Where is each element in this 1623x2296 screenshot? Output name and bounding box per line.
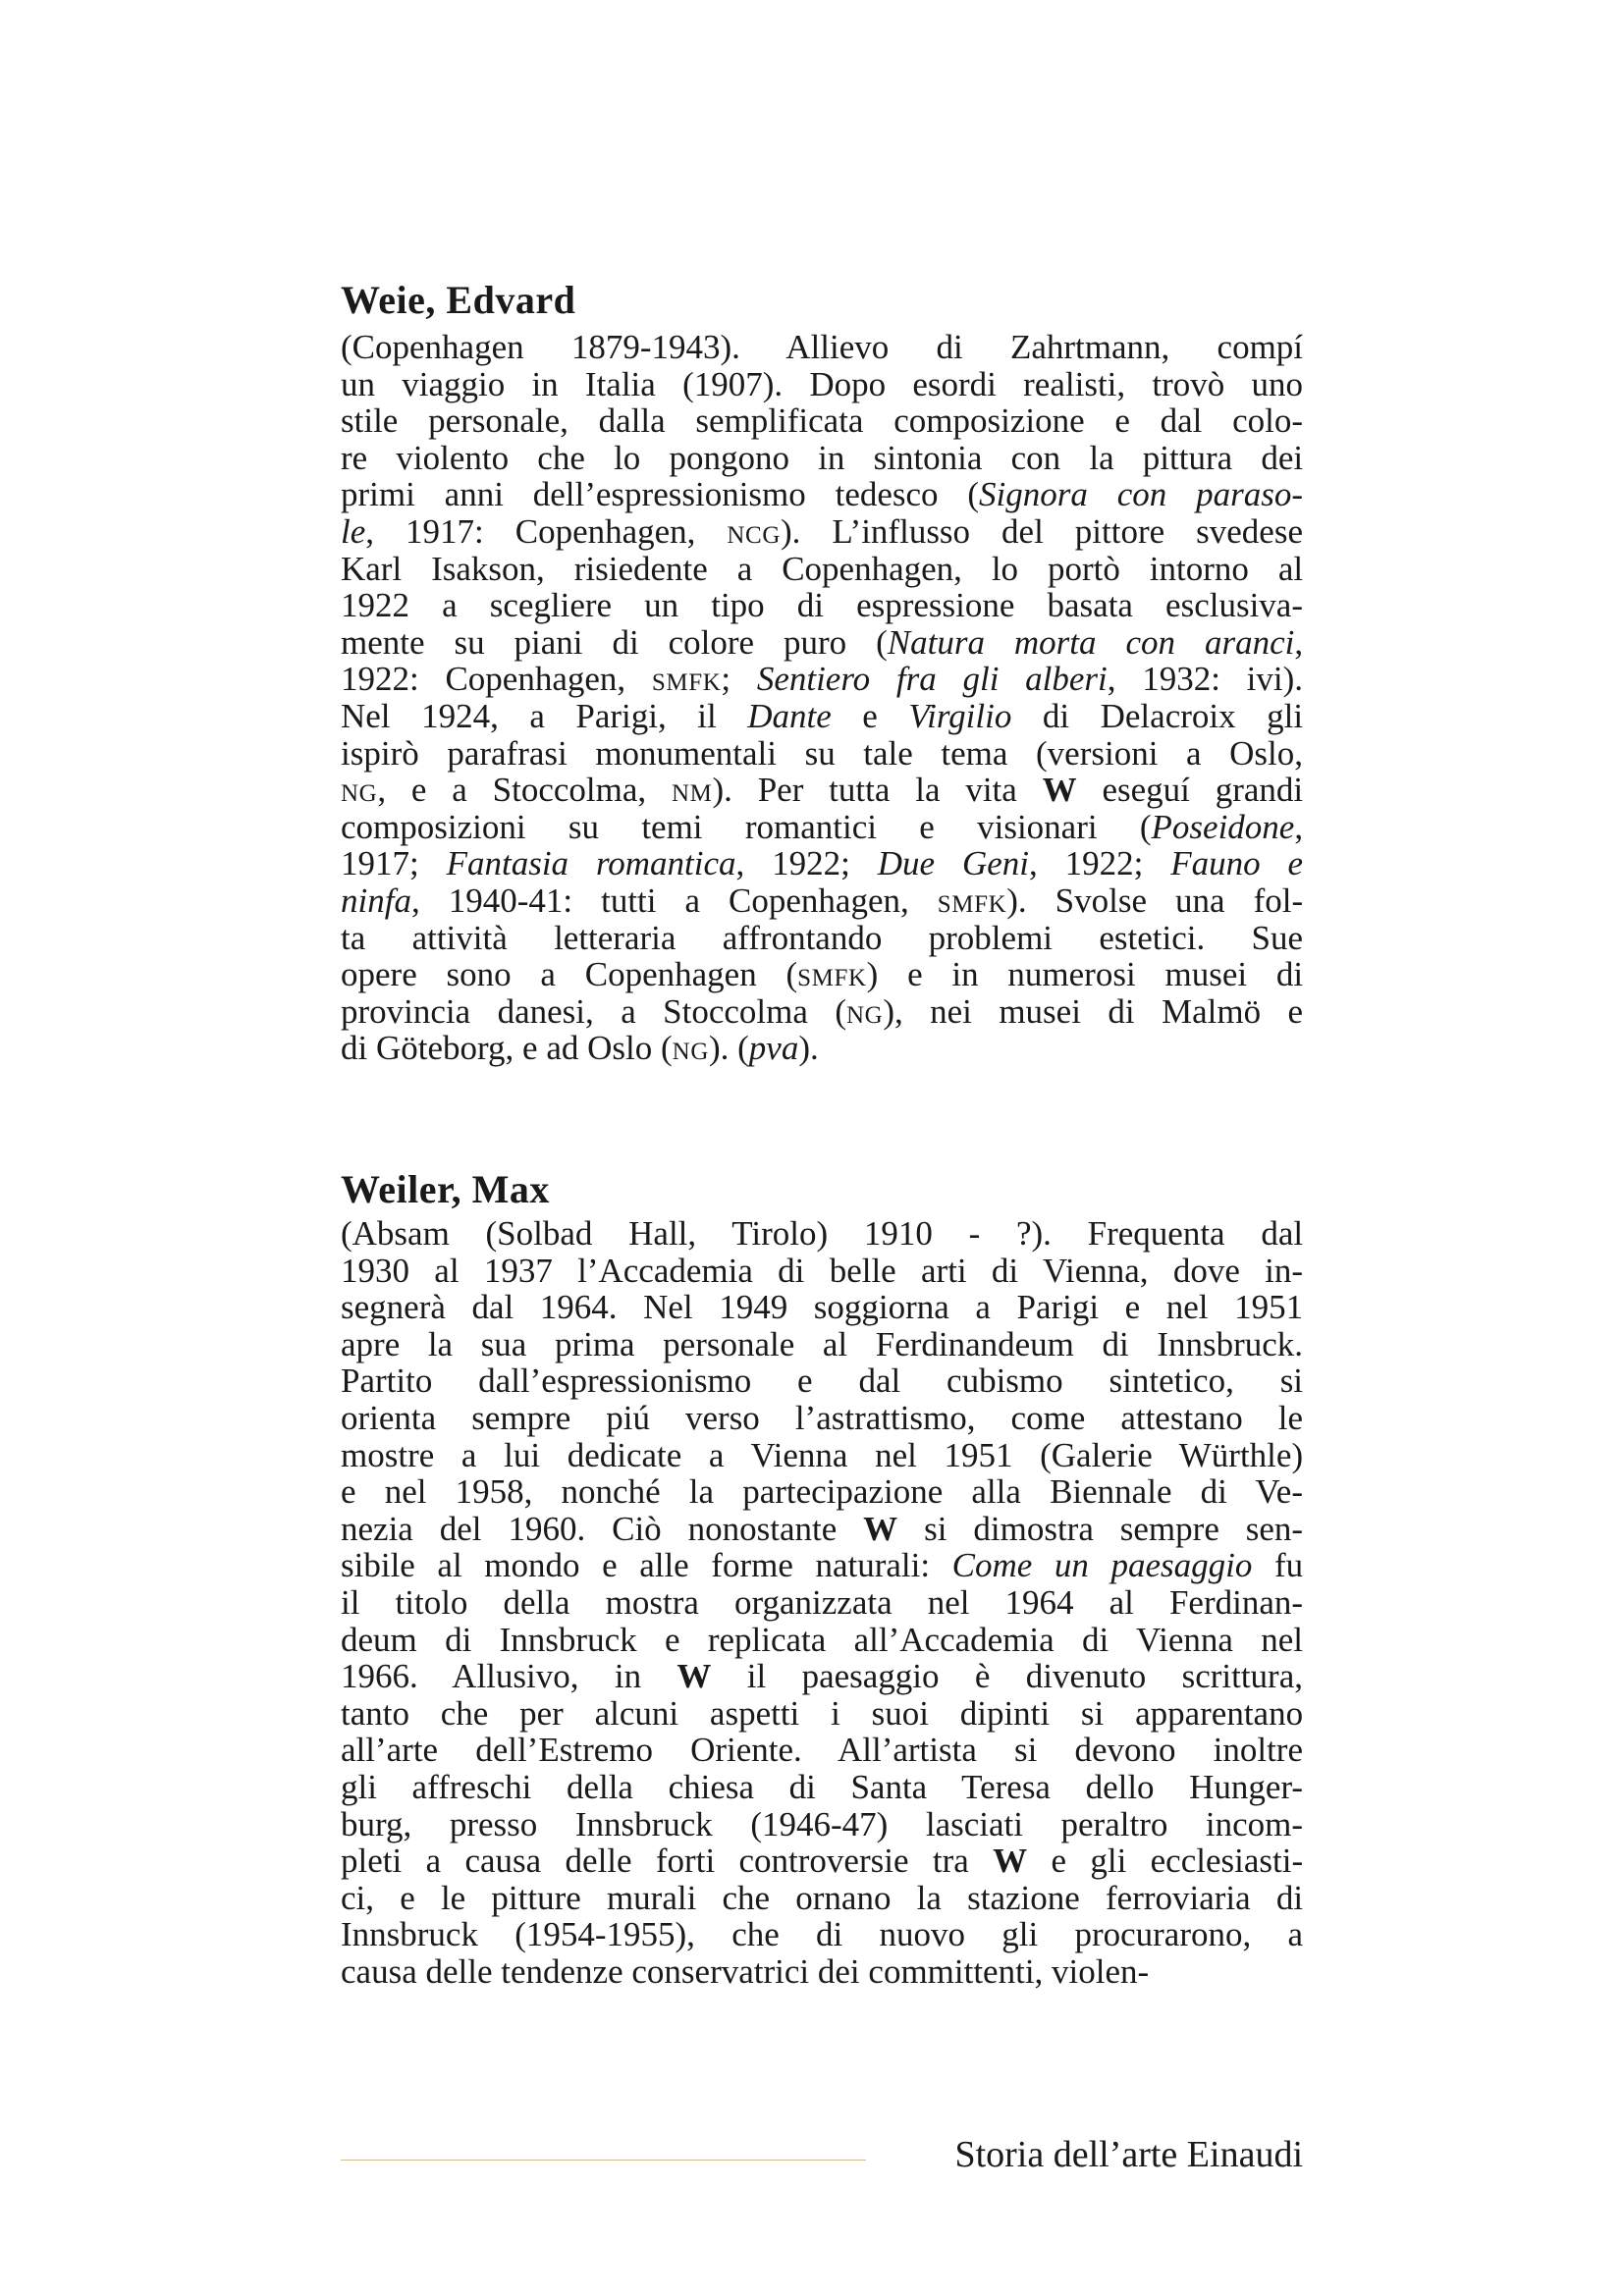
text-line: tanto che per alcuni aspetti i suoi dipinti si apparentano [341,1693,1304,1733]
text-line: causa delle tendenze conservatrici dei committenti, violen- [341,1951,1150,1991]
text-line: segnerà dal 1964. Nel 1949 soggiorna a Parigi e nel 1951 [341,1288,1304,1327]
text-line: mente su piani di colore puro (Natura morta con aranci, [341,622,1304,662]
text-line: mostre a lui dedicate a Vienna nel 1951 (Galerie Würthle) [341,1435,1304,1474]
text-line: le, 1917: Copenhagen, NCG). L’influsso del pittore svedese [341,511,1304,551]
text-line: un viaggio in Italia (1907). Dopo esordi realisti, trovò uno [341,364,1304,403]
footer-title: Storia dell’arte Einaudi [954,2134,1303,2175]
text-line: all’arte dell’Estremo Oriente. All’artista si devono inoltre [341,1731,1303,1770]
text-line: ninfa, 1940-41: tutti a Copenhagen, SMFK). Svolse una fol- [341,881,1304,920]
entry-heading-weie: Weie, Edvard [341,278,576,322]
entry-heading-weiler: Weiler, Max [341,1167,550,1211]
text-line: provincia danesi, a Stoccolma (NG), nei musei di Malmö e [341,991,1304,1031]
text-line: deum di Innsbruck e replicata all’Accademia di Vienna nel [341,1620,1303,1659]
text-line: ta attività letteraria affrontando problemi estetici. Sue [341,918,1303,957]
text-line: nezia del 1960. Ciò nonostante W si dimostra sempre sen- [341,1509,1304,1548]
text-line: re violento che lo pongono in sintonia con la pittura dei [341,438,1304,477]
text-line: composizioni su temi romantici e visionari (Poseidone, [341,807,1304,846]
text-line: Partito dall’espressionismo e dal cubismo sintetico, si [341,1362,1304,1401]
text-line: Nel 1924, a Parigi, il Dante e Virgilio di Delacroix gli [341,696,1304,735]
text-line: Karl Isakson, risiedente a Copenhagen, lo portò intorno al [341,549,1304,588]
text-line: pleti a causa delle forti controversie tra W e gli ecclesiasti- [341,1842,1304,1881]
text-line: Innsbruck (1954-1955), che di nuovo gli procurarono, a [341,1915,1304,1954]
text-line: il titolo della mostra organizzata nel 1964 al Ferdinan- [341,1582,1304,1622]
text-line: orienta sempre piú verso l’astrattismo, come attestano le [341,1398,1303,1437]
text-line: di Göteborg, e ad Oslo (NG). (pva). [341,1029,819,1068]
text-line: (Copenhagen 1879-1943). Allievo di Zahrtmann, compí [341,328,1304,366]
text-line: ispirò parafrasi monumentali su tale tema (versioni a Oslo, [341,733,1304,773]
text-line: 1922: Copenhagen, SMFK; Sentiero fra gli alberi, 1932: ivi). [341,660,1304,699]
entry-body-weie [341,329,1303,1067]
text-line: sibile al mondo e alle forme naturali: Come un paesaggio fu [341,1546,1304,1585]
text-line: stile personale, dalla semplificata composizione e dal colo- [341,401,1304,441]
text-line: 1930 al 1937 l’Accademia di belle arti di Vienna, dove in- [341,1251,1304,1290]
entry-body-weiler [341,1215,1303,1990]
text-line: 1966. Allusivo, in W il paesaggio è divenuto scrittura, [341,1657,1304,1696]
text-line: NG, e a Stoccolma, NM). Per tutta la vita W eseguí grandi [341,771,1304,810]
text-line: ci, e le pitture murali che ornano la stazione ferroviaria di [341,1878,1304,1917]
text-line: e nel 1958, nonché la partecipazione alla Biennale di Ve- [341,1472,1303,1512]
text-line: burg, presso Innsbruck (1946-47) lasciati peraltro incom- [341,1804,1304,1843]
text-line: gli affreschi della chiesa di Santa Teresa dello Hunger- [341,1767,1304,1806]
footer-rule [341,2160,866,2161]
text-line: 1922 a scegliere un tipo di espressione basata esclusiva- [341,586,1303,625]
text-line: (Absam (Solbad Hall, Tirolo) 1910 - ?). Frequenta dal [341,1214,1304,1253]
text-line: primi anni dell’espressionismo tedesco (Signora con paraso- [341,475,1304,514]
text-line: 1917; Fantasia romantica, 1922; Due Geni, 1922; Fauno e [341,844,1304,883]
text-line: apre la sua prima personale al Ferdinandeum di Innsbruck. [341,1324,1304,1363]
text-line: opere sono a Copenhagen (SMFK) e in numerosi musei di [341,955,1304,994]
